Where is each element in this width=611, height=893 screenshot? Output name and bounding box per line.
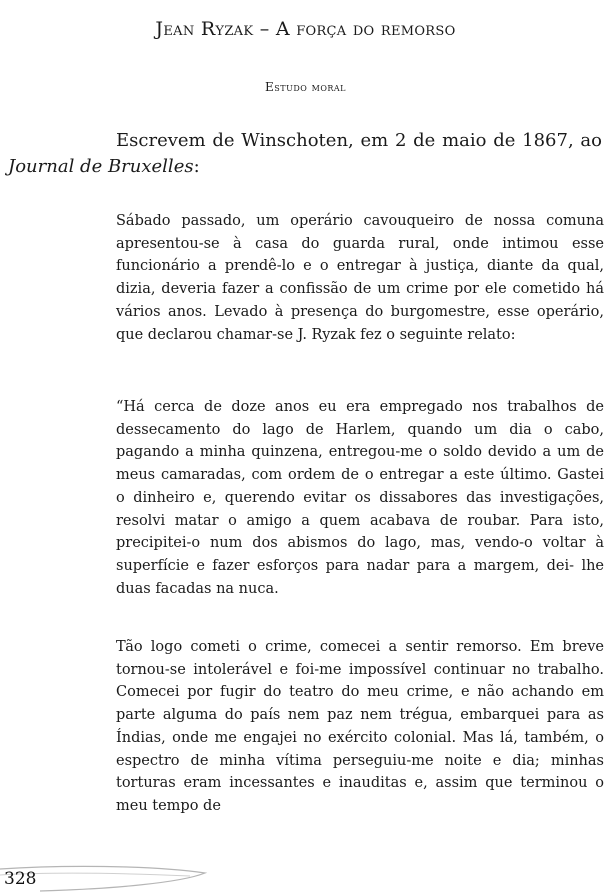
footer-swoosh-decoration: [0, 863, 611, 893]
quoted-paragraph-2: “Há cerca de doze anos eu era empregado nos trabalhos de dessecamento do lago de Harlem, quando um dia o cabo, pagando a minha quinzena, entregou-me o soldo devido a um de meus camaradas, com ordem de o entregar a este último. Gastei o dinheiro e, querendo evitar os dissabores das investigações, resolvi matar o amigo a quem acabava de roubar. Para isto, precipitei-o num dos abismos do lago, mas, vendo-o voltar à superfície e fazer esforços para nadar para a margem, dei- lhe duas facadas na nuca.: [116, 399, 604, 597]
chapter-title: Jean Ryzak – A força do remorso: [155, 18, 456, 40]
quoted-paragraph-1: Sábado passado, um operário cavouqueiro de nossa comuna apresentou-se à casa do guarda rural, onde intimou esse funcionário a prendê-lo e o entregar à justiça, diante da qual, dizia, deveria fazer a confissão de um crime por ele cometido há vários anos. Levado à presença do burgomestre, esse operário, que declarou chamar-se J. Ryzak fez o seguinte relato:: [116, 213, 604, 343]
quoted-paragraph-3: Tão logo cometi o crime, comecei a sentir remorso. Em breve tornou-se intolerável e foi-me impossível continuar no trabalho. Comecei por fugir do teatro do meu crime, e não achando em parte alguma do país nem paz nem trégua, embarquei para as Índias, onde me engajei no exército colonial. Mas lá, também, o espectro de minha vítima perseguiu-me noite e dia; minhas torturas eram incessantes e inauditas e, assim que terminou o meu tempo de: [116, 639, 604, 814]
lead-colon: :: [193, 156, 200, 177]
page-footer: [0, 863, 611, 893]
lead-text: Escrevem de Winschoten, em 2 de maio de 1867, ao: [116, 130, 602, 151]
lead-paragraph: [8, 128, 602, 180]
journal-name: Journal de Bruxelles: [8, 156, 194, 177]
chapter-subtitle: Estudo moral: [265, 80, 346, 94]
page-number: 328: [4, 869, 37, 889]
